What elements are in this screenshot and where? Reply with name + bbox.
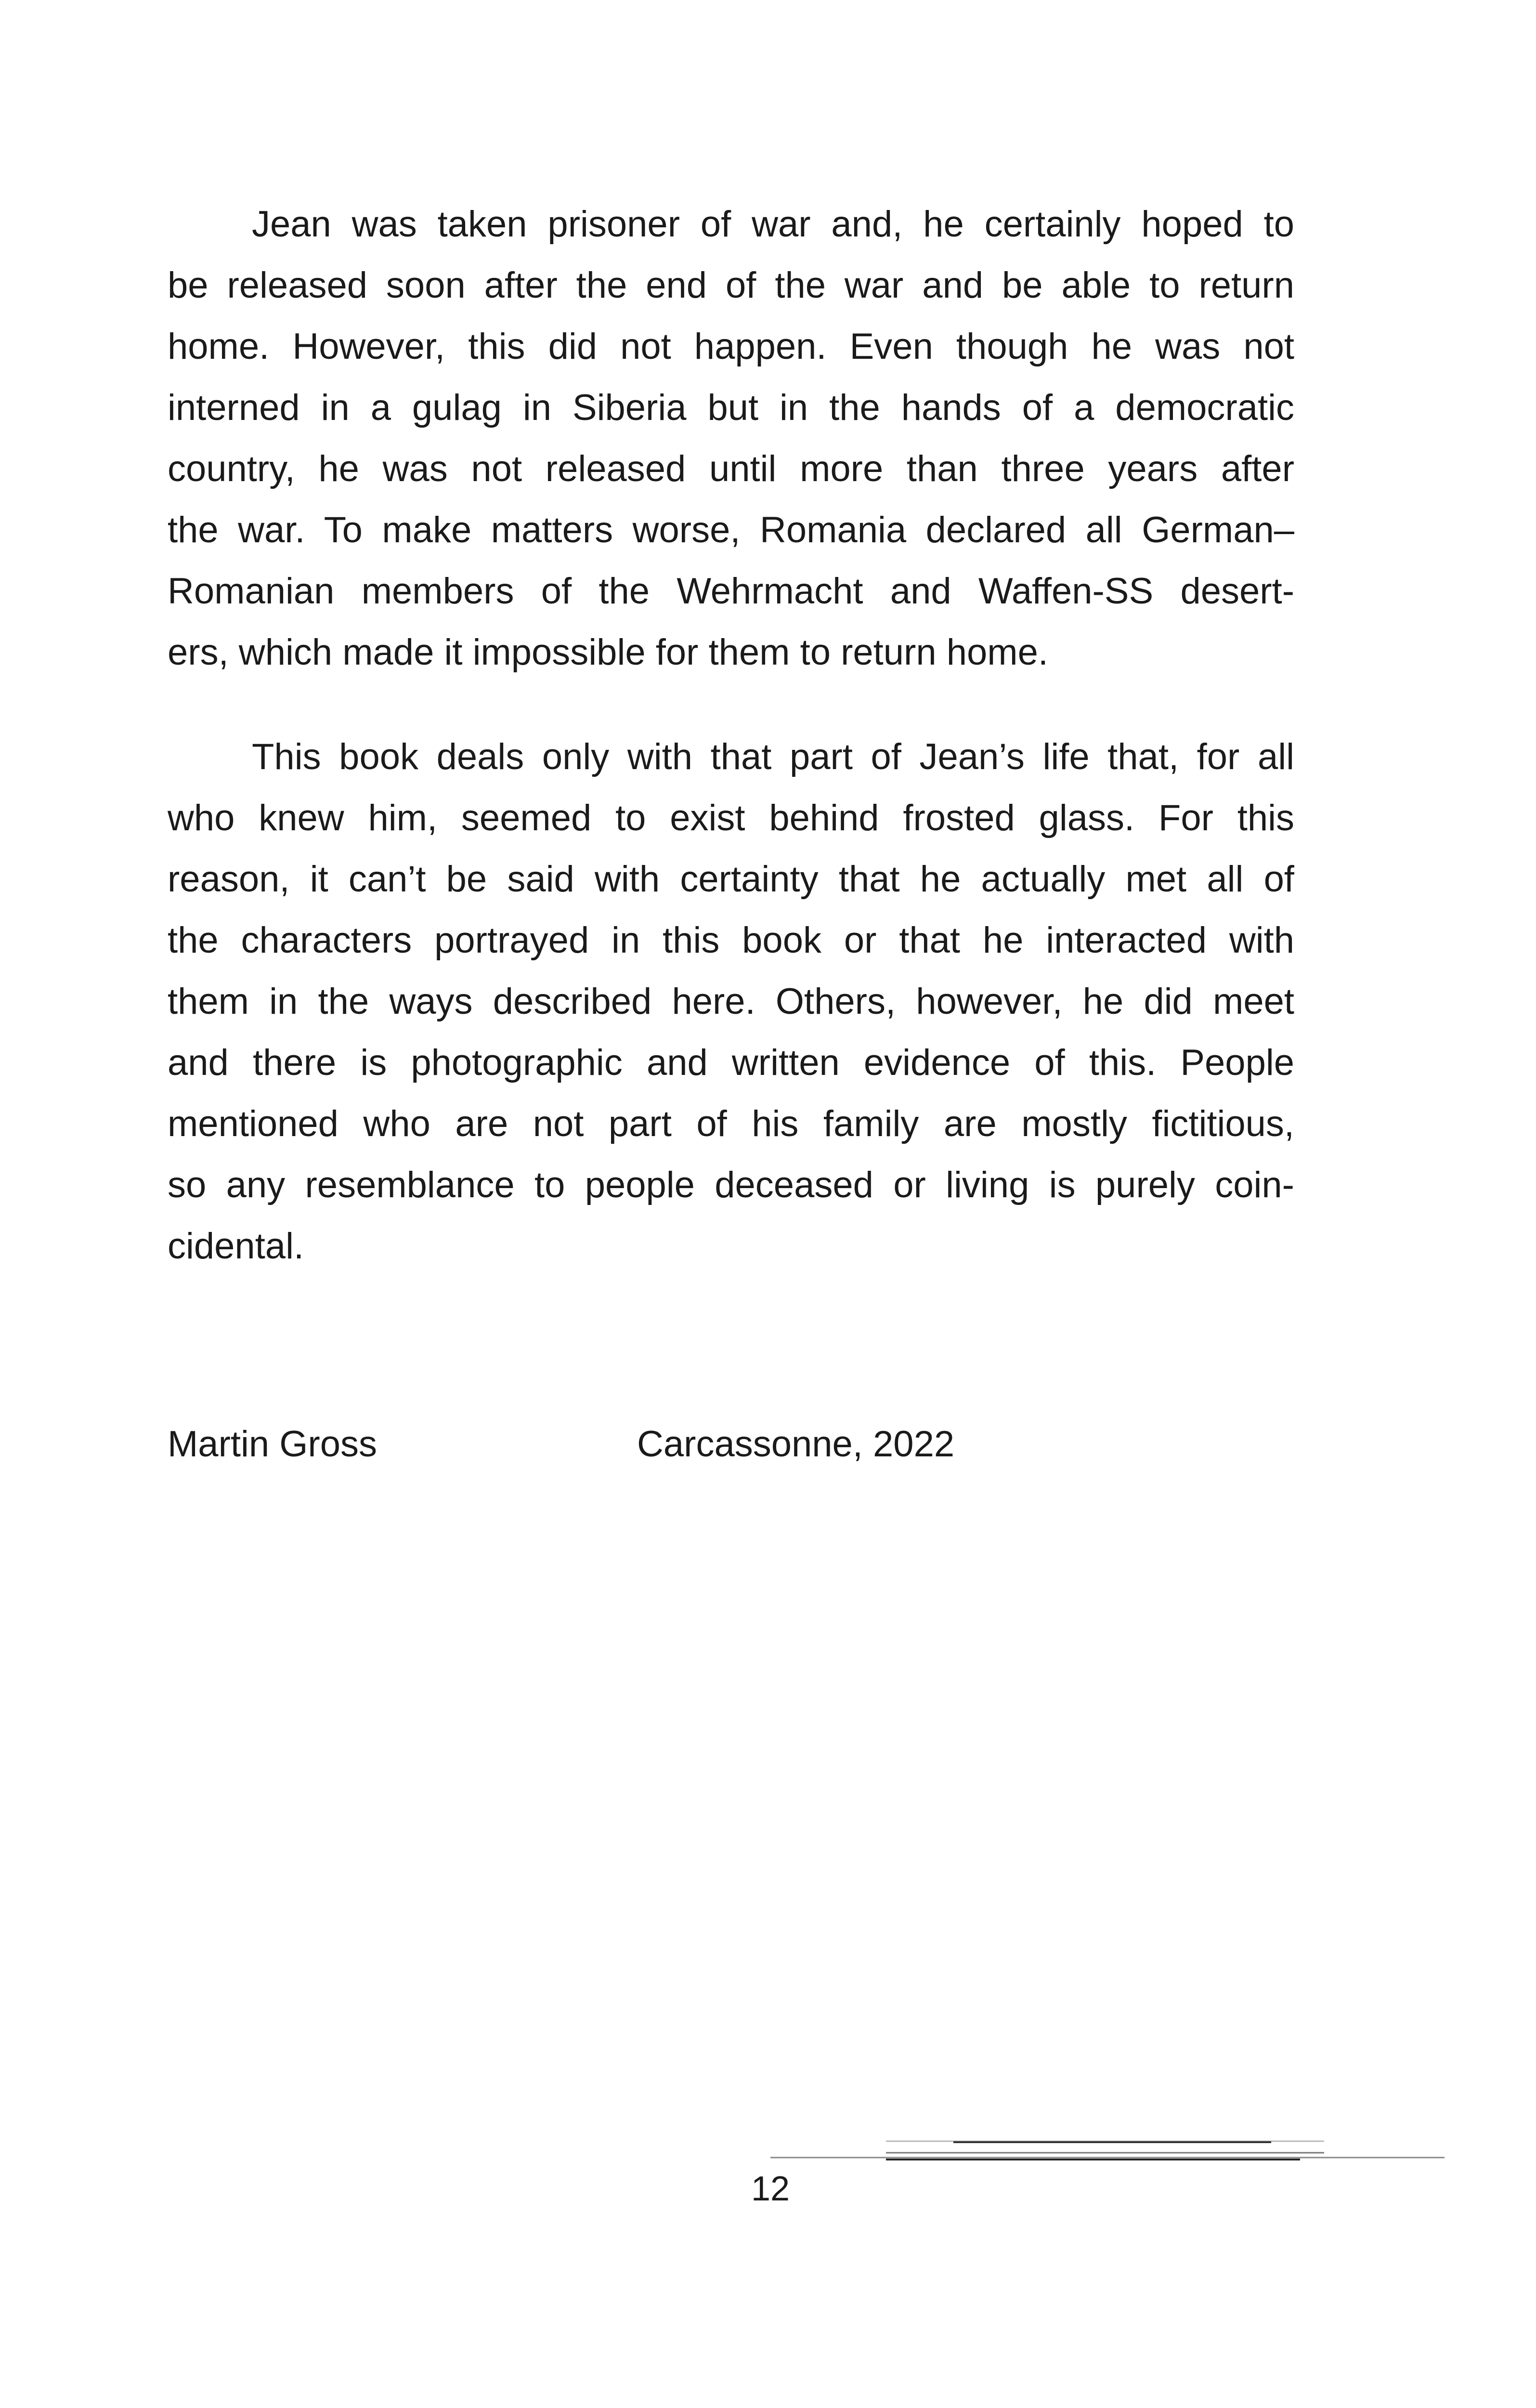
place-date: Carcassonne, 2022 [637, 1424, 955, 1465]
paragraph-2 [168, 726, 1294, 1304]
paragraph-1 [168, 194, 1294, 690]
text-line: be released soon after the end of the war and be able to return [168, 265, 1294, 306]
text-line: the characters portrayed in this book or that he interacted with [168, 920, 1294, 961]
text-line: so any resemblance to people deceased or living is purely coin- [168, 1165, 1294, 1205]
text-line: interned in a gulag in Siberia but in the hands of a democratic [168, 387, 1294, 428]
text-line: home. However, this did not happen. Even though he was not [168, 326, 1294, 367]
page-number: 12 [751, 2170, 790, 2208]
text-line: country, he was not released until more than three years after [168, 448, 1294, 489]
text-line: and there is photographic and written evidence of this. People [168, 1042, 1294, 1083]
text-line: them in the ways described here. Others, however, he did meet [168, 981, 1294, 1022]
text-line: Jean was taken prisoner of war and, he certainly hoped to [252, 204, 1294, 245]
text-line: reason, it can’t be said with certainty that he actually met all of [168, 859, 1294, 900]
signature-row [168, 1413, 1294, 1475]
text-line: the war. To make matters worse, Romania declared all German– [168, 510, 1294, 550]
text-line: Romanian members of the Wehrmacht and Waffen-SS desert- [168, 571, 1294, 612]
text-line: This book deals only with that part of Jean’s life that, for all [252, 736, 1294, 777]
text-line: ers, which made it impossible for them to return home. [168, 632, 1048, 673]
footer-rule-ornament [770, 2138, 1445, 2162]
text-line: who knew him, seemed to exist behind frosted glass. For this [168, 798, 1294, 838]
text-line: cidental. [168, 1226, 304, 1267]
author-name: Martin Gross [168, 1424, 377, 1465]
text-line: mentioned who are not part of his family are mostly fictitious, [168, 1103, 1294, 1144]
